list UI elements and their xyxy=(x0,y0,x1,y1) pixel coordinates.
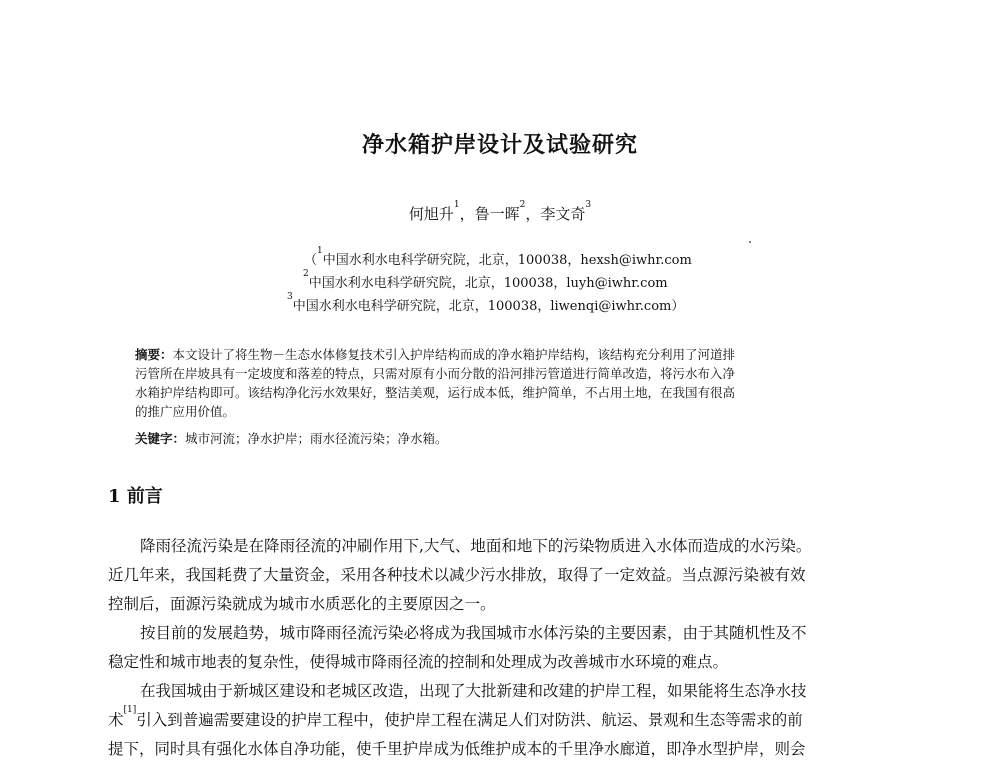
affiliation-text: 中国水利水电科学研究院，北京，100038，liwenqi@iwhr.com） xyxy=(292,299,685,314)
abstract-text: 本文设计了将生物－生态水体修复技术引入护岸结构而成的净水箱护岸结构，该结构充分利用了河道排 xyxy=(172,347,736,362)
body-line: 提下，同时具有强化水体自净功能，使千里护岸成为低维护成本的千里净水廊道，即净水型护岸，则会 xyxy=(108,740,806,758)
section-number: 1 xyxy=(108,486,121,507)
body-line: 稳定性和城市地表的复杂性，使得城市降雨径流的控制和处理成为改善城市水环境的难点。 xyxy=(108,653,729,671)
paper-title: 净水箱护岸设计及试验研究 xyxy=(361,132,638,158)
body-line: 在我国城由于新城区建设和老城区改造，出现了大批新建和改建的护岸工程，如果能将生态净水技 xyxy=(140,682,807,700)
body-line xyxy=(108,705,803,730)
body-line: 按目前的发展趋势，城市降雨径流污染必将成为我国城市水体污染的主要因素，由于其随机性及不 xyxy=(140,624,807,642)
abstract xyxy=(135,345,875,421)
author-list xyxy=(0,200,1000,224)
body-line: 近几年来，我国耗费了大量资金，采用各种技术以减少污水排放，取得了一定效益。当点源污染被有效 xyxy=(108,566,806,584)
abstract-label: 摘要： xyxy=(135,347,173,362)
author-mark: 1 xyxy=(453,200,460,210)
affiliation-line xyxy=(287,292,685,314)
keywords-text: 城市河流；净水护岸；雨水径流污染；净水箱。 xyxy=(185,431,448,446)
body-line: 降雨径流污染是在降雨径流的冲刷作用下,大气、地面和地下的污染物质进入水体而造成的水污染。 xyxy=(140,537,812,555)
author-separator: ， xyxy=(459,205,475,223)
author-name: 李文奇 xyxy=(540,205,586,223)
body-line: 控制后，面源污染就成为城市水质恶化的主要原因之一。 xyxy=(108,595,496,613)
body-fragment: 引入到普遍需要建设的护岸工程中，使护岸工程在满足人们对防洪、航运、景观和生态等需求的前 xyxy=(136,711,803,729)
citation-ref[interactable]: [1] xyxy=(123,705,137,715)
affiliation-mark: 2 xyxy=(303,269,309,279)
section-title: 前言 xyxy=(126,486,163,507)
affiliation-mark: 3 xyxy=(287,292,293,302)
keywords xyxy=(135,429,448,447)
abstract-line: 的推广应用价值。 xyxy=(135,404,236,419)
body-fragment: 术 xyxy=(108,711,124,729)
abstract-line xyxy=(135,345,875,364)
author-mark: 3 xyxy=(585,200,592,210)
affiliation-paren: （ xyxy=(304,253,318,268)
affiliation-mark: 1 xyxy=(317,246,323,256)
section-heading xyxy=(108,482,163,508)
author-name: 何旭升 xyxy=(408,205,454,223)
abstract-line: 水箱护岸结构即可。该结构净化污水效果好，整洁美观，运行成本低，维护简单，不占用土地，在我国有很高 xyxy=(135,385,736,400)
author-separator: ， xyxy=(525,205,541,223)
author-mark: 2 xyxy=(519,200,526,210)
author-name: 鲁一晖 xyxy=(474,205,520,223)
affiliation-text: 中国水利水电科学研究院，北京，100038，hexsh@iwhr.com xyxy=(322,253,692,268)
affiliation-line xyxy=(303,269,668,291)
scan-speck xyxy=(749,241,751,243)
abstract-line: 污管所在岸坡具有一定坡度和落差的特点，只需对原有小而分散的沿河排污管道进行简单改造，将污水布入净 xyxy=(135,366,736,381)
keywords-label: 关键字： xyxy=(135,431,186,446)
affiliation-line xyxy=(304,246,692,268)
affiliation-text: 中国水利水电科学研究院，北京，100038，luyh@iwhr.com xyxy=(308,276,668,291)
